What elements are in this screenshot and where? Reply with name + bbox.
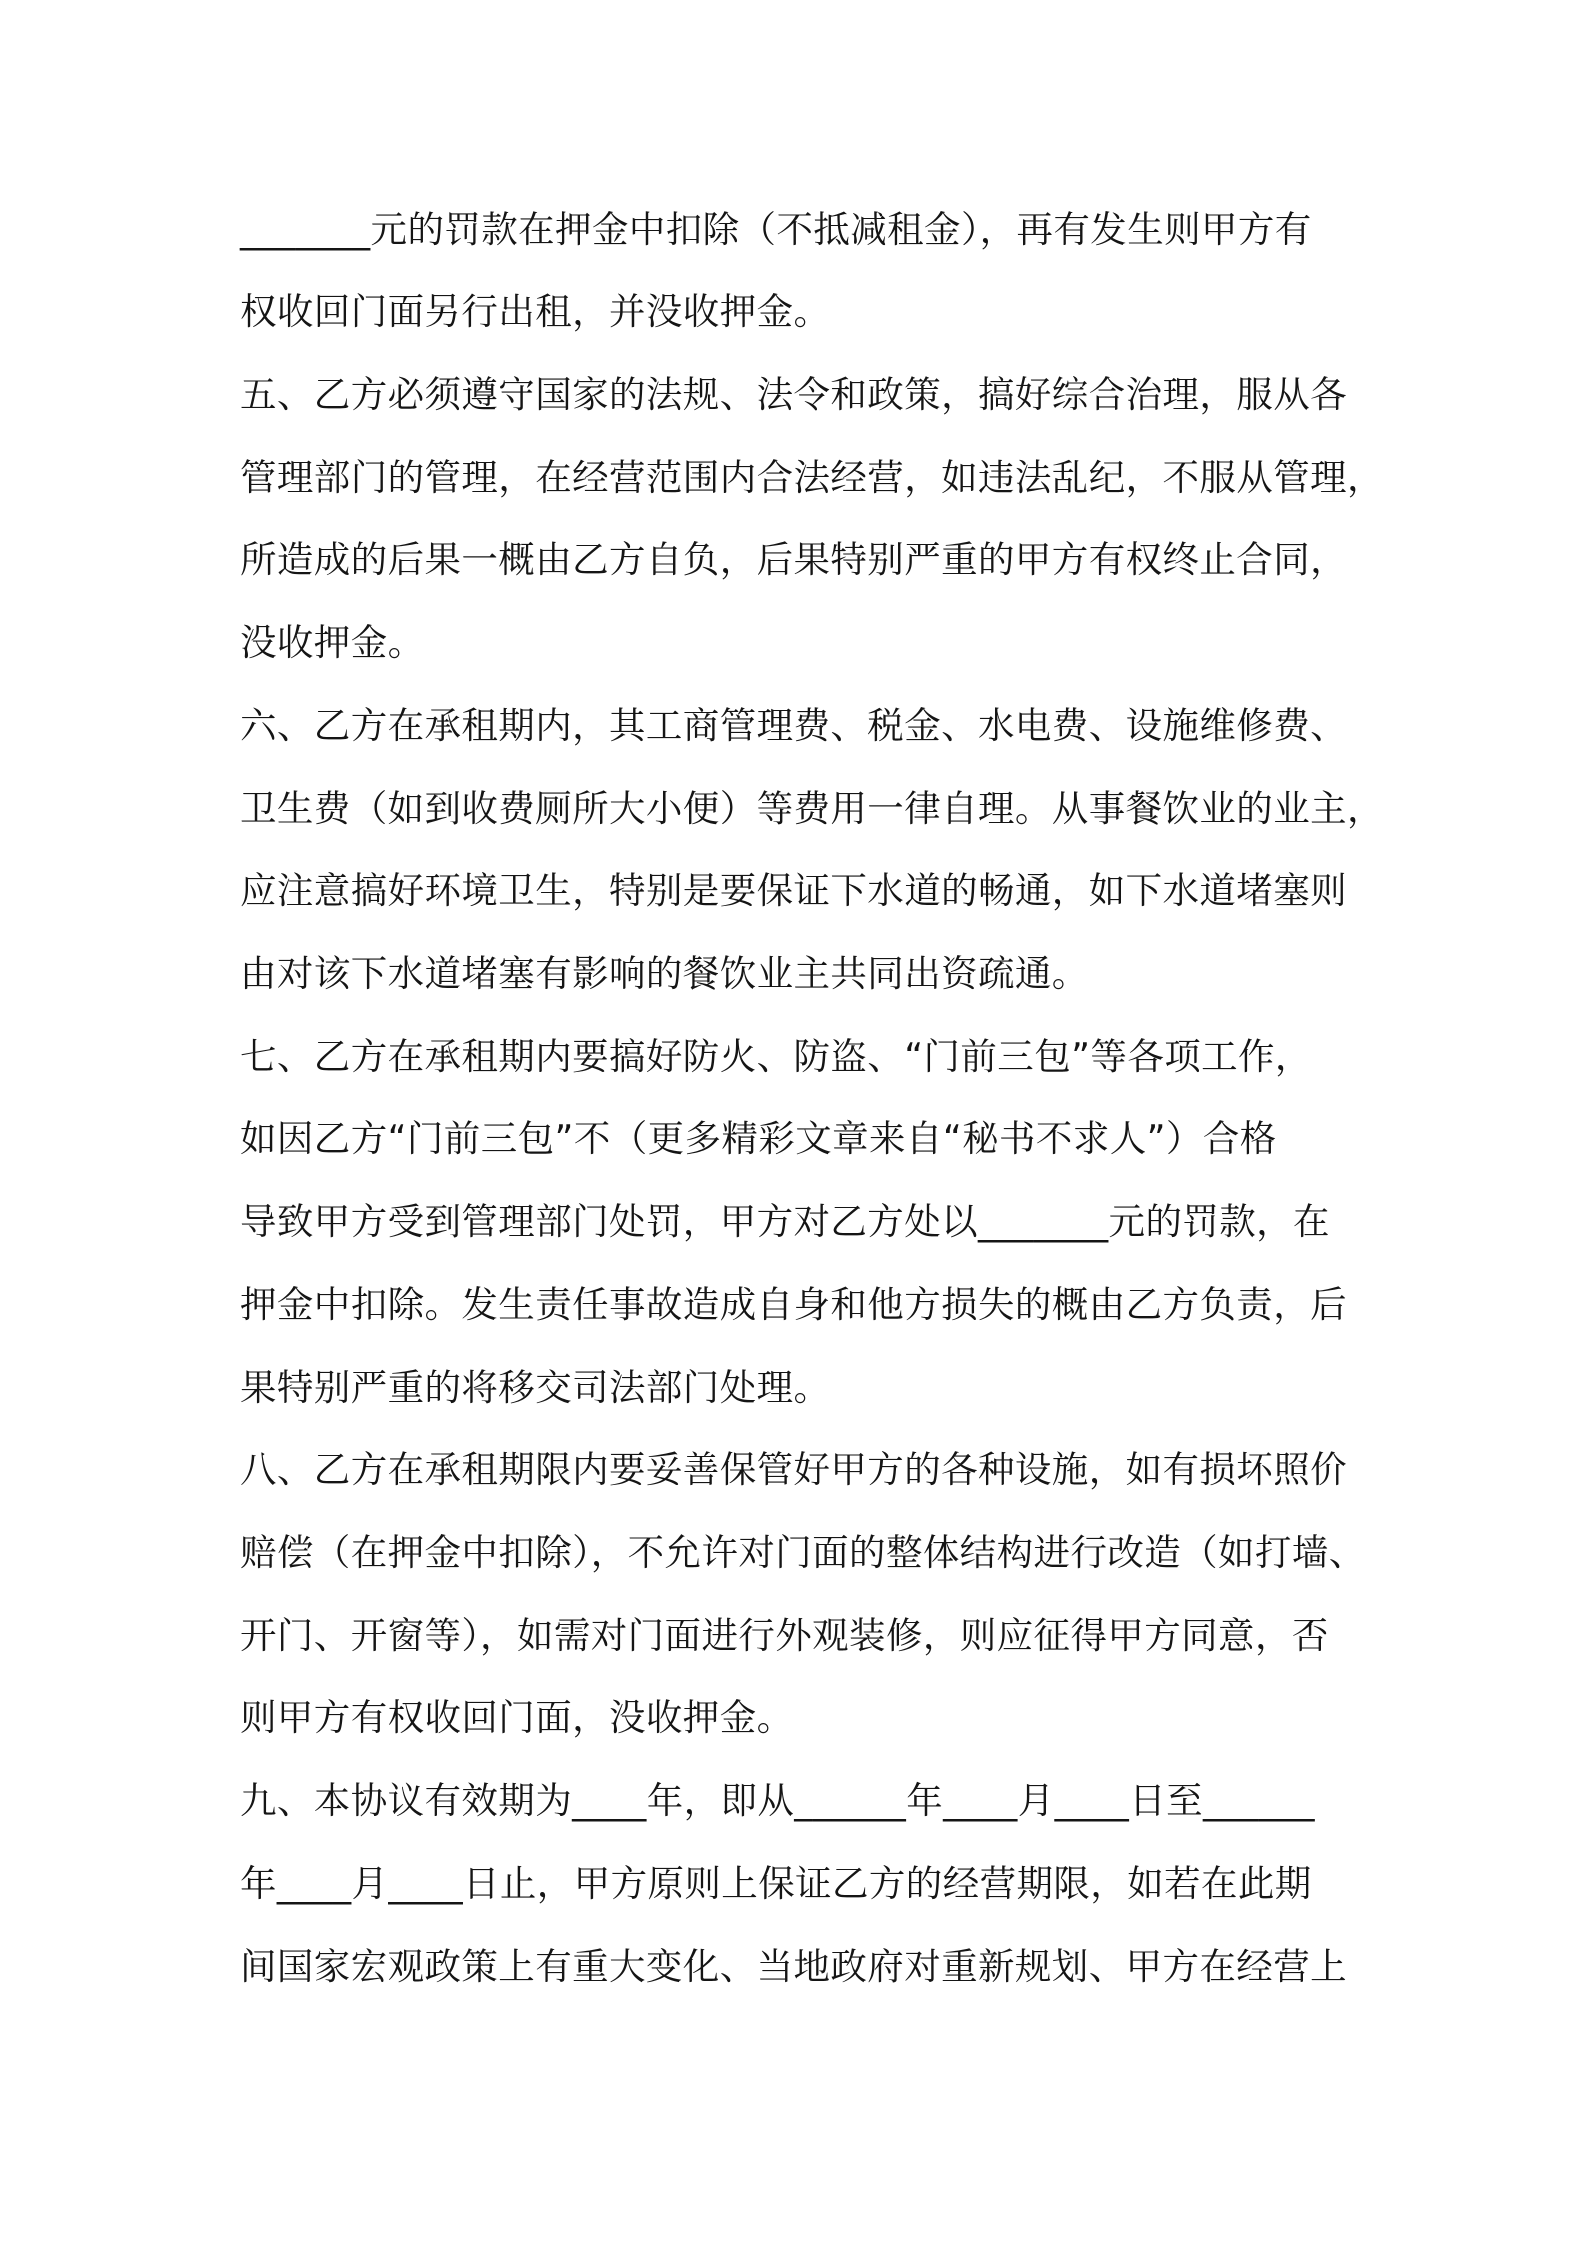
text-line: 所造成的后果一概由乙方自负，后果特别严重的甲方有权终止合同， <box>240 538 1347 581</box>
text-line: 果特别严重的将移交司法部门处理。 <box>240 1366 831 1409</box>
text-line: 间国家宏观政策上有重大变化、当地政府对重新规划、甲方在经营上 <box>240 1945 1347 1988</box>
text-line: 权收回门面另行出租，并没收押金。 <box>240 290 831 333</box>
text-line: 管理部门的管理，在经营范围内合法经营，如违法乱纪，不服从管理， <box>240 456 1384 499</box>
text-line: 六、乙方在承租期内，其工商管理费、税金、水电费、设施维修费、 <box>240 704 1347 747</box>
text-line: 如因乙方“门前三包”不（更多精彩文章来自“秘书不求人”）合格 <box>240 1117 1277 1160</box>
text-line: 应注意搞好环境卫生，特别是要保证下水道的畅通，如下水道堵塞则 <box>240 869 1347 912</box>
text-line: 没收押金。 <box>240 621 425 664</box>
text-line: 赔偿（在押金中扣除），不允许对门面的整体结构进行改造（如打墙、 <box>240 1531 1366 1574</box>
text-line: 卫生费（如到收费厕所大小便）等费用一律自理。从事餐饮业的业主， <box>240 787 1384 830</box>
text-line: 由对该下水道堵塞有影响的餐饮业主共同出资疏通。 <box>240 952 1089 995</box>
text-line: 八、乙方在承租期限内要妥善保管好甲方的各种设施，如有损坏照价 <box>240 1448 1347 1491</box>
text-line: 年____月____日止，甲方原则上保证乙方的经营期限，如若在此期 <box>240 1862 1312 1905</box>
text-line: 七、乙方在承租期内要搞好防火、防盗、“门前三包”等各项工作， <box>240 1035 1312 1078</box>
text-line: _______元的罚款在押金中扣除（不抵减租金），再有发生则甲方有 <box>240 208 1312 251</box>
text-line: 导致甲方受到管理部门处罚，甲方对乙方处以_______元的罚款，在 <box>240 1200 1330 1243</box>
text-line: 五、乙方必须遵守国家的法规、法令和政策，搞好综合治理，服从各 <box>240 373 1347 416</box>
text-line: 九、本协议有效期为____年，即从______年____月____日至______ <box>240 1779 1315 1822</box>
text-line: 开门、开窗等），如需对门面进行外观装修，则应征得甲方同意，否 <box>240 1614 1329 1657</box>
text-line: 则甲方有权收回门面，没收押金。 <box>240 1696 794 1739</box>
text-line: 押金中扣除。发生责任事故造成自身和他方损失的概由乙方负责，后 <box>240 1283 1347 1326</box>
